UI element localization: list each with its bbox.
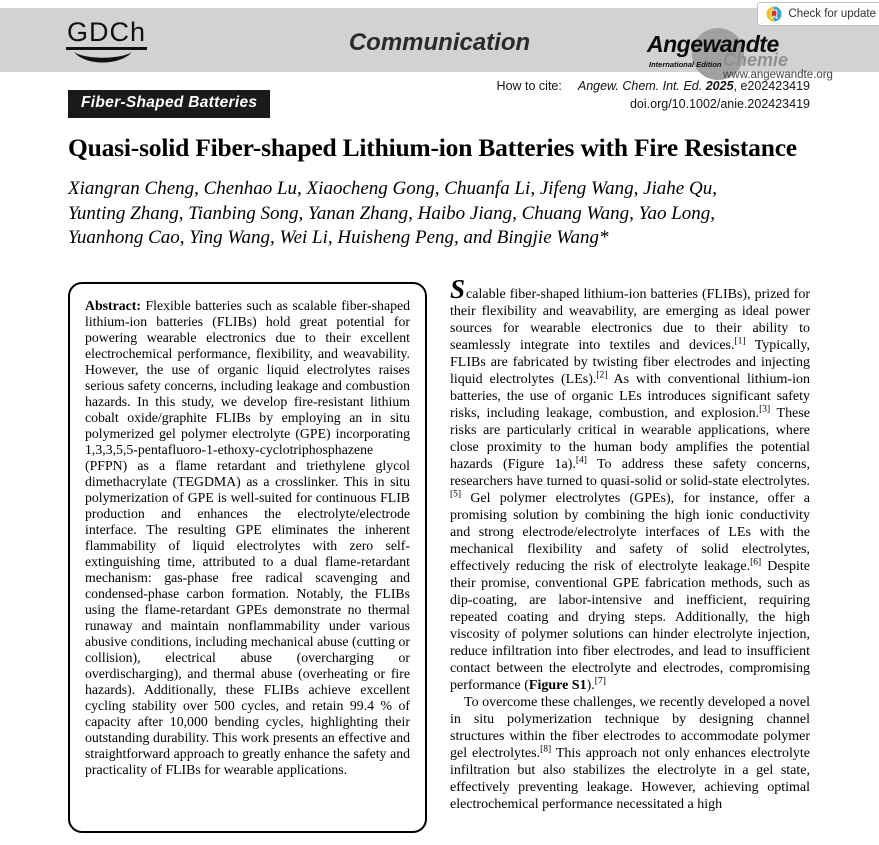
abstract-box [68,282,427,833]
author-line: Yuanhong Cao, Ying Wang, Wei Li, Huisheng Peng, and Bingjie Wang* [68,227,609,248]
journal-website-link[interactable]: www.angewandte.org [723,69,833,81]
body-paragraph [450,694,810,813]
citation-reference [578,79,810,93]
abstract-text: Flexible batteries such as scalable fiber-shaped lithium-ion batteries (FLIBs) hold great potential for powering wearable electronics due to their excellent electrochemical performance, flexibility, and weavability. However, the use of organic liquid electrolytes raises serious safety concerns, including leakage and combustion hazards. In this study, we develop fire-resistant lithium cobalt oxide/graphite FLIBs by employing an in situ polymerized gel polymer electrolyte (GPE) incorporating 1,3,3,5,5-pentafluoro-1-ethoxy-cyclotriphosphazene (PFPN) as a flame retardant and triethylene glycol dimethacrylate (TEGDMA) as a crosslinker. This in situ polymerization of GPE is well-suited for continuous FLIB production and enhances the electrolyte/electrode interface. The resulting GPE eliminates the inherent flammability of liquid electrolytes with zero self-extinguishing time, attributed to a dual flame-retardant mechanism: gas-phase free radical scavenging and condensed-phase carbon formation. Notably, the FLIBs using the flame-retardant GPEs demonstrate no thermal runaway and maintain nonflammability under various abusive conditions, including mechanical abuse (cutting or collision), electrical abuse (overcharging or overdischarging), and thermal abuse (overheating or fire hazards). Additionally, these FLIBs achieve excellent cycling stability over 500 cycles, and retain 99.4 % of capacity after 10,000 bending cycles, highlighting their outstanding durability. This work presents an effective and straightforward approach to greatly enhance the safety and practicality of FLIBs for wearable applications. [85,298,410,777]
citation-doi-link[interactable]: doi.org/10.1002/anie.202423419 [629,97,810,111]
page-title: Quasi-solid Fiber-shaped Lithium-ion Batteries with Fire Resistance [68,133,797,162]
author-line: Xiangran Cheng, Chenhao Lu, Xiaocheng Gong, Chuanfa Li, Jifeng Wang, Jiahe Qu, [68,178,717,199]
citation-journal: Angew. Chem. Int. Ed. [577,79,703,93]
how-to-cite-label: How to cite: [496,79,562,93]
journal-header-bar [0,8,879,81]
check-for-updates-button[interactable] [757,2,879,26]
citation-article-id: , e202423419 [733,79,810,93]
citation-line [497,77,810,95]
crossmark-icon [766,6,782,22]
author-list [68,177,717,251]
paragraph-text: calable fiber-shaped lithium-ion batteries (FLIBs), prized for their flexibility and weavability, are emerging as ideal power sources for wearable electronics due to their ability to seamlessly integrate into textiles and devices.[1] Typically, FLIBs are fabricated by twisting fiber electrodes and injecting liquid electrolytes (LEs).[2] As with conventional lithium-ion batteries, the use of organic LEs introduces significant safety risks, including leakage, combustion, and explosion.[3] These risks are particularly critical in wearable applications, where close proximity to the human body amplifies the potential hazards (Figure 1a).[4] To address these safety concerns, researchers have turned to quasi-solid or solid-state electrolytes.[5] Gel polymer electrolytes (GPEs), for instance, offer a promising solution by combining the high ionic conductivity and strong electrode/electrolyte interfaces of LEs with the mechanical flexibility and safety of solid electrolytes, effectively reducing the risk of electrolyte leakage.[6] Despite their promise, conventional GPE fabrication methods, such as dip-coating, are labor-intensive and inefficient, requiring repeated coating and drying steps. Additionally, the high viscosity of polymer solutions can hinder electrolyte injection, reduce infiltration into fiber electrodes, and lead to insufficient contact between the electrolyte and electrodes, compromising performance (Figure S1).[7] [450,287,811,693]
main-text-column [450,274,811,833]
paragraph-text: To overcome these challenges, we recently developed a novel in situ polymerization technique by designing channel structures within the fiber electrodes to accommodate polymer gel electrolytes.[8] This approach not only enhances electrolyte infiltration but also stabilizes the electrolyte in a gel state, effectively preventing leakage. However, achieving optimal electrochemical performance necessitated a high [450,695,810,812]
abstract-label: Abstract: [85,298,141,313]
check-for-updates-label: Check for update [788,8,876,20]
citation-year: 2025 [705,79,734,93]
international-edition-label: International Edition [649,60,722,69]
angewandte-logo [645,28,845,80]
citation-block [497,77,810,113]
chemie-label: Chemie [723,50,789,70]
category-badge: Fiber-Shaped Batteries [68,90,270,118]
article-type-heading: Communication [348,29,531,56]
intro-paragraph [450,274,811,694]
gdch-logo-text: GDCh [66,19,147,50]
article-body [68,274,811,833]
angewandte-brand-name: Angewandte [647,31,779,57]
author-line: Yunting Zhang, Tianbing Song, Yanan Zhang, Haibo Jiang, Chuang Wang, Yao Long, [68,202,716,224]
dropcap-initial: S [450,274,466,304]
